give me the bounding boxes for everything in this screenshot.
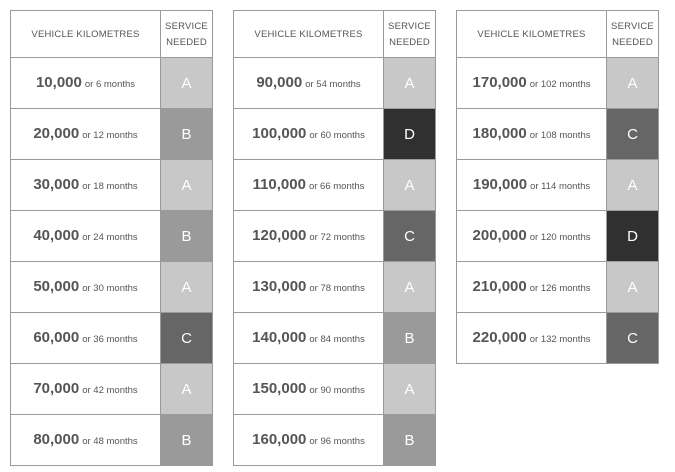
table-row (234, 109, 436, 160)
table-row (457, 262, 659, 313)
service-header-line2: NEEDED (166, 37, 207, 48)
km-cell (11, 58, 161, 109)
service-grade-cell: A (161, 58, 213, 109)
months-value: or 66 months (308, 181, 365, 192)
km-value: 140,000 (252, 329, 307, 346)
service-header-line2: NEEDED (612, 37, 653, 48)
vehicle-kilometres-header: VEHICLE KILOMETRES (234, 11, 384, 58)
table-header-row (457, 11, 659, 58)
table-row (11, 211, 213, 262)
table-header-row (11, 11, 213, 58)
service-grade-cell: C (607, 109, 659, 160)
service-grade-cell: B (384, 313, 436, 364)
km-cell (234, 262, 384, 313)
km-value: 30,000 (33, 176, 80, 193)
vehicle-kilometres-header: VEHICLE KILOMETRES (11, 11, 161, 58)
km-cell (11, 109, 161, 160)
months-value: or 126 months (529, 283, 591, 294)
table-row (11, 313, 213, 364)
months-value: or 132 months (529, 334, 591, 345)
months-value: or 96 months (309, 436, 365, 447)
km-cell (234, 109, 384, 160)
months-value: or 6 months (84, 79, 136, 90)
service-grade-cell: A (384, 262, 436, 313)
km-value: 10,000 (35, 74, 82, 91)
table-row (11, 262, 213, 313)
table-row (457, 313, 659, 364)
service-grade-cell: B (384, 415, 436, 466)
service-schedule-table-1 (10, 10, 213, 466)
months-value: or 24 months (82, 232, 138, 243)
service-grade-cell: A (161, 262, 213, 313)
table-row (457, 58, 659, 109)
km-value: 210,000 (472, 278, 527, 295)
service-grade-cell: D (607, 211, 659, 262)
km-cell (234, 160, 384, 211)
km-value: 170,000 (472, 74, 527, 91)
months-value: or 54 months (305, 79, 361, 90)
km-value: 20,000 (33, 125, 80, 142)
service-grade-cell: A (607, 160, 659, 211)
km-cell (234, 211, 384, 262)
service-grade-cell: A (384, 364, 436, 415)
table-row (234, 211, 436, 262)
table-row (11, 364, 213, 415)
service-header-line2: NEEDED (389, 37, 430, 48)
months-value: or 102 months (529, 79, 591, 90)
km-value: 50,000 (33, 278, 80, 295)
service-grade-cell: A (384, 160, 436, 211)
service-grade-cell: C (384, 211, 436, 262)
table-row (11, 415, 213, 466)
months-value: or 30 months (82, 283, 138, 294)
months-value: or 120 months (529, 232, 591, 243)
service-grade-cell: C (607, 313, 659, 364)
km-cell (11, 160, 161, 211)
km-value: 130,000 (252, 278, 307, 295)
km-cell (11, 262, 161, 313)
km-value: 60,000 (33, 329, 80, 346)
km-cell (234, 415, 384, 466)
table-row (457, 160, 659, 211)
service-header-line1: SERVICE (611, 21, 654, 32)
service-needed-header (384, 11, 436, 58)
km-value: 80,000 (33, 431, 80, 448)
km-cell (234, 364, 384, 415)
km-value: 110,000 (252, 176, 306, 193)
months-value: or 12 months (82, 130, 138, 141)
months-value: or 48 months (82, 436, 138, 447)
service-schedule-table-2 (233, 10, 436, 466)
km-cell (11, 211, 161, 262)
table-row (11, 160, 213, 211)
service-needed-header (607, 11, 659, 58)
months-value: or 18 months (82, 181, 138, 192)
months-value: or 42 months (82, 385, 138, 396)
km-value: 40,000 (33, 227, 80, 244)
service-needed-header (161, 11, 213, 58)
km-value: 120,000 (252, 227, 307, 244)
km-value: 90,000 (256, 74, 303, 91)
service-grade-cell: B (161, 415, 213, 466)
table-row (234, 313, 436, 364)
km-cell (11, 364, 161, 415)
service-grade-cell: D (384, 109, 436, 160)
service-header-line1: SERVICE (388, 21, 431, 32)
months-value: or 114 months (530, 181, 591, 192)
km-value: 100,000 (252, 125, 307, 142)
km-cell (457, 58, 607, 109)
table-row (457, 211, 659, 262)
table-row (457, 109, 659, 160)
km-value: 160,000 (252, 431, 307, 448)
months-value: or 60 months (309, 130, 365, 141)
months-value: or 84 months (309, 334, 365, 345)
km-cell (234, 58, 384, 109)
km-value: 200,000 (472, 227, 527, 244)
km-cell (457, 211, 607, 262)
service-grade-cell: C (161, 313, 213, 364)
service-schedule-table-3 (456, 10, 659, 364)
service-grade-cell: B (161, 211, 213, 262)
months-value: or 78 months (309, 283, 365, 294)
km-value: 220,000 (472, 329, 527, 346)
km-cell (11, 313, 161, 364)
table-row (234, 415, 436, 466)
service-grade-cell: A (384, 58, 436, 109)
km-cell (457, 313, 607, 364)
months-value: or 36 months (82, 334, 138, 345)
service-grade-cell: A (161, 364, 213, 415)
km-cell (11, 415, 161, 466)
table-row (234, 364, 436, 415)
km-cell (457, 109, 607, 160)
table-row (11, 58, 213, 109)
months-value: or 72 months (309, 232, 365, 243)
table-row (234, 58, 436, 109)
months-value: or 108 months (529, 130, 591, 141)
km-cell (457, 262, 607, 313)
km-cell (234, 313, 384, 364)
km-cell (457, 160, 607, 211)
service-grade-cell: A (607, 58, 659, 109)
service-grade-cell: B (161, 109, 213, 160)
table-row (11, 109, 213, 160)
service-grade-cell: A (607, 262, 659, 313)
service-header-line1: SERVICE (165, 21, 208, 32)
service-grade-cell: A (161, 160, 213, 211)
table-row (234, 160, 436, 211)
months-value: or 90 months (309, 385, 365, 396)
km-value: 150,000 (252, 380, 307, 397)
vehicle-kilometres-header: VEHICLE KILOMETRES (457, 11, 607, 58)
table-row (234, 262, 436, 313)
km-value: 70,000 (33, 380, 80, 397)
km-value: 190,000 (472, 176, 528, 193)
km-value: 180,000 (472, 125, 527, 142)
table-header-row (234, 11, 436, 58)
